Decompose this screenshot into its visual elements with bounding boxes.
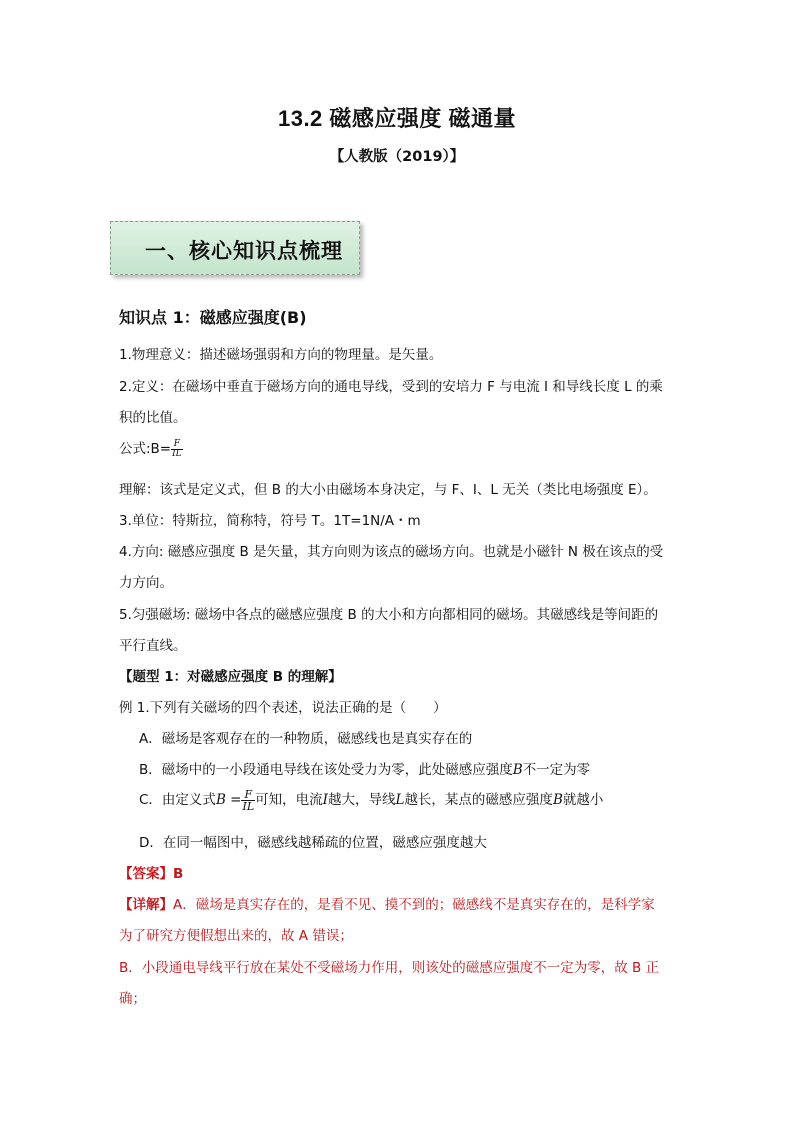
option-c-text-2: 可知，电流	[255, 792, 323, 808]
section-banner	[110, 221, 360, 275]
option-c-text-5: 就越小	[562, 792, 604, 808]
paragraph-definition-2: 积的比值。	[119, 410, 187, 426]
formula-line	[119, 437, 183, 459]
detail-line-3: B．小段通电导线平行放在某处不受磁场力作用，则该处的磁感应强度不一定为零，故 B 正	[119, 960, 660, 976]
knowledge-point-heading: 知识点 1：磁感应强度(B)	[119, 308, 307, 327]
paragraph-direction-1: 4.方向: 磁感应强度 B 是矢量，其方向则为该点的磁场方向。也就是小磁针 N 极在该点的受	[119, 544, 664, 560]
option-c-var-l: L	[395, 792, 405, 808]
option-c-text-3: 越大，导线	[327, 792, 396, 808]
option-c-numerator: F	[241, 789, 255, 801]
option-b-text-1: B．磁场中的一小段通电导线在该处受力为零，此处磁感应强度	[139, 762, 513, 778]
option-c-text-1: C．由定义式	[139, 792, 216, 808]
page-title: 13.2 磁感应强度 磁通量	[277, 106, 517, 131]
option-c-fraction	[241, 789, 255, 812]
detail-line-2: 为了研究方便假想出来的，故 A 错误；	[119, 928, 353, 944]
detail-a-text-1: A．磁场是真实存在的，是看不见、摸不到的；磁感线不是真实存在的，是科学家	[173, 897, 655, 913]
option-d: D．在同一幅图中，磁感线越稀疏的位置，磁感应强度越大	[139, 835, 487, 851]
paragraph-unit: 3.单位：特斯拉，简称特，符号 T。1T=1N/A・m	[119, 513, 421, 529]
option-c-denominator: IL	[242, 799, 255, 813]
answer-label: 【答案】B	[119, 866, 184, 882]
option-a: A．磁场是客观存在的一种物质，磁感线也是真实存在的	[139, 731, 473, 747]
option-b-text-2: 不一定为零	[522, 762, 591, 778]
option-c-eq: B =	[215, 792, 242, 808]
question-type-heading: 【题型 1：对磁感应强度 B 的理解】	[119, 669, 342, 685]
option-c	[139, 788, 603, 812]
paragraph-direction-2: 力方向。	[119, 575, 173, 591]
example-question: 例 1.下列有关磁场的四个表述，说法正确的是（ ）	[119, 700, 447, 716]
option-c-var-i: I	[322, 792, 328, 808]
formula-denominator: IL	[172, 448, 182, 459]
formula-numerator: F	[171, 440, 183, 450]
paragraph-definition-1: 2.定义：在磁场中垂直于磁场方向的通电导线，受到的安培力 F 与电流 I 和导线长度 L 的乘	[119, 379, 663, 395]
formula-label: 公式:B=	[119, 441, 172, 457]
option-b-var: B	[512, 762, 523, 778]
paragraph-meaning: 1.物理意义：描述磁场强弱和方向的物理量。是矢量。	[119, 347, 443, 363]
option-b	[139, 758, 590, 778]
paragraph-understanding: 理解：该式是定义式，但 B 的大小由磁场本身决定，与 F、I、L 无关（类比电场强度 E）。	[119, 482, 657, 498]
formula-fraction	[171, 440, 183, 459]
paragraph-uniform-2: 平行直线。	[119, 638, 187, 654]
section-heading: 一、核心知识点梳理	[145, 238, 343, 263]
paragraph-uniform-1: 5.匀强磁场: 磁场中各点的磁感应强度 B 的大小和方向都相同的磁场。其磁感线是等间距的	[119, 607, 659, 623]
option-c-text-4: 越长，某点的磁感应强度	[404, 792, 553, 808]
detail-line-1	[119, 893, 655, 913]
detail-line-4: 确；	[119, 991, 146, 1007]
detail-label: 【详解】	[119, 897, 173, 913]
page-subtitle: 【人教版（2019）】	[329, 149, 465, 165]
option-c-var-b: B	[552, 792, 563, 808]
